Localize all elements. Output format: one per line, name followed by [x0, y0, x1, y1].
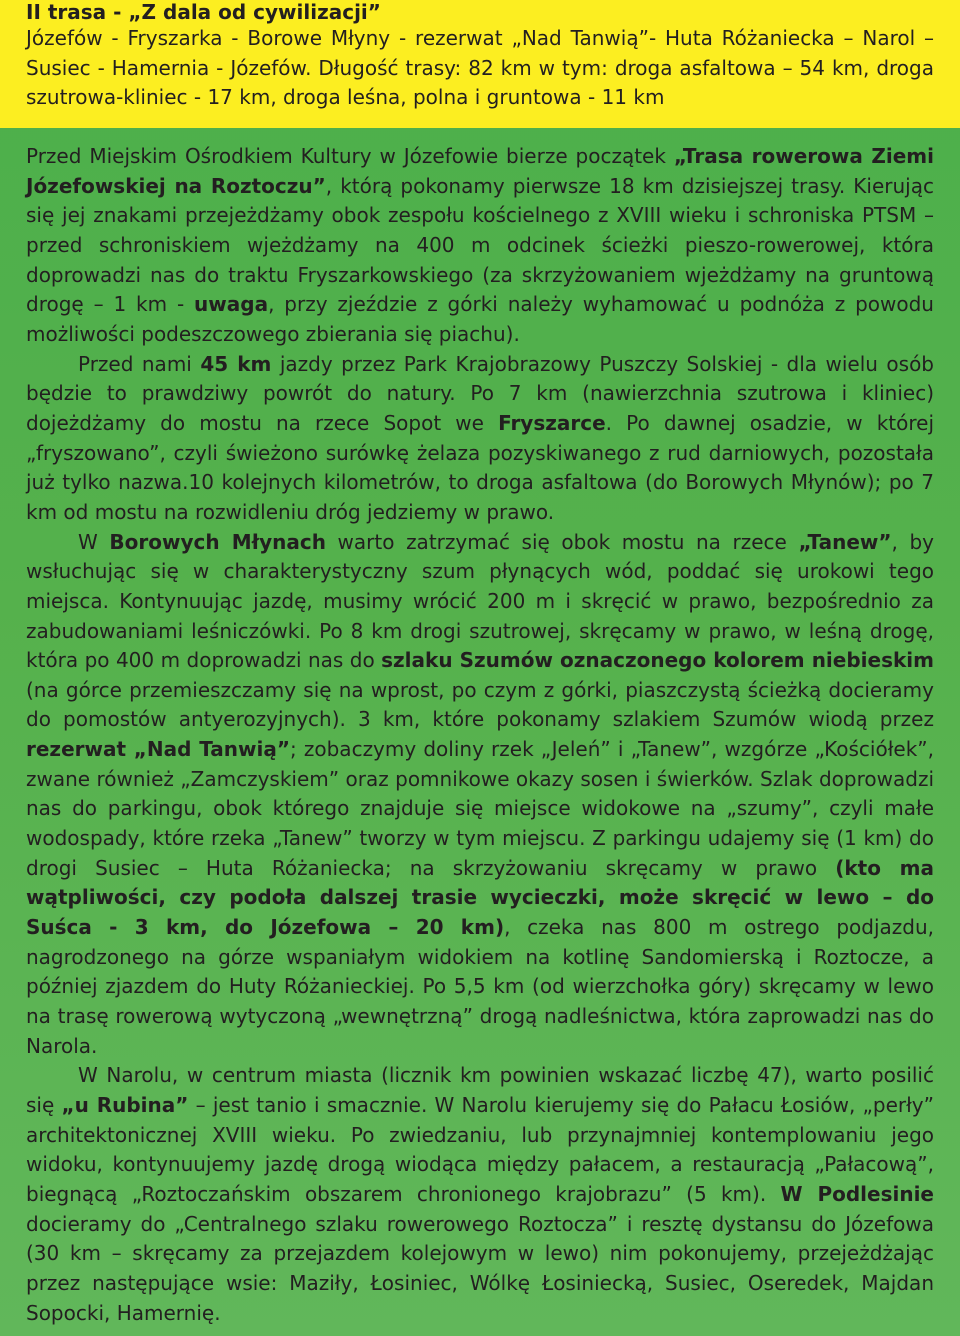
- paragraph-4: [26, 1061, 934, 1328]
- p4-text-e: docieramy do „Centralnego szlaku rowerowego Roztocza” i resztę dystansu do Józefowa (30 km – skręcamy za przejazdem kolejowym w lewo) nim pokonujemy, przejeżdżając przez następujące wsie: Maziły, Łosiniec, Wólkę Łosiniecką, Susiec, Oseredek, Majdan Sopocki, Hamernię.: [26, 1211, 934, 1325]
- p1-text-a: Przed Miejskim Ośrodkiem Kultury w Józefowie bierze początek: [26, 144, 674, 168]
- route-title: II trasa - „Z dala od cywilizacji”: [26, 0, 381, 24]
- paragraph-1: [26, 142, 934, 350]
- route-description: Józefów - Fryszarka - Borowe Młyny - rezerwat „Nad Tanwią”- Huta Różaniecka – Narol – Susiec - Hamernia - Józefów. Długość trasy: 82 km w tym: droga asfaltowa – 54 km, droga szutrowa-kliniec - 17 km, droga leśna, polna i gruntowa - 11 km: [26, 26, 934, 110]
- route-header: [0, 0, 960, 128]
- p4-text-a: W Narolu, w centrum miasta (licznik km powinien wskazać liczbę 47), warto posilić się: [26, 1063, 934, 1117]
- p3-trail-szumow: szlaku Szumów oznaczonego kolorem niebieskim: [381, 648, 934, 673]
- p2-place-fryszarka: Fryszarce: [498, 410, 606, 435]
- p3-text-g: (na górce przemieszczamy się na wprost, po czym z górki, piaszczystą ścieżką docieramy do pomostów antyerozyjnych). 3 km, które pokonamy szlakiem Szumów wiodą przez: [26, 677, 934, 732]
- p3-text-e: , by wsłuchując się w charakterystyczny szum płynących wód, poddać się urokowi tego miejsca. Kontynuując jazdę, musimy wrócić 200 m i skręcić w prawo, bezpośrednio za zabudowaniami leśniczówki. Po 8 km drogi szutrowej, skręcamy w prawo, w leśną drogę, która po 400 m doprowadzi nas do: [26, 529, 935, 673]
- p1-warning: uwaga: [194, 292, 269, 317]
- p3-text-c: warto zatrzymać się obok mostu na rzece: [325, 529, 799, 554]
- p3-reserve: rezerwat „Nad Tanwią”: [26, 737, 290, 762]
- p2-text-e: . Po dawnej osadzie, w której „fryszowano”, czyli świeżono surówkę żelaza pozyskiwanego z rud darniowych, pozostała już tylko nazwa.10 kolejnych kilometrów, to droga asfaltowa (do Borowych Młynów); po 7 km od mostu na rozwidleniu dróg jedziemy w prawo.: [26, 410, 935, 524]
- p3-text-k: , czeka nas 800 m ostrego podjazdu, nagrodzonego na górze wspaniałym widokiem na kotlinę Sandomierską i Roztocze, a później zjazdem do Huty Różanieckiej. Po 5,5 km (od wierzchołka góry) skręcamy w lewo na trasę rowerową wytyczoną „wewnętrzną” drogą nadleśnictwa, która zaprowadzi nas do Narola.: [26, 915, 934, 1058]
- p1-trail-name: „Trasa rowerowa Ziemi Józefowskiej na Roztoczu”: [26, 144, 934, 198]
- p3-text-a: W: [78, 529, 110, 554]
- p2-text-c: jazdy przez Park Krajobrazowy Puszczy Solskiej - dla wielu osób będzie to prawdziwy powrót do natury. Po 7 km (nawierzchnia szutrowa i kliniec) dojeżdżamy do mostu na rzece Sopot we: [26, 351, 934, 435]
- p4-restaurant: „u Rubina”: [61, 1093, 189, 1117]
- paragraph-2: [26, 350, 934, 528]
- p2-distance: 45 km: [200, 351, 272, 376]
- p3-text-i: ; zobaczymy doliny rzek „Jeleń” i „Tanew”, wzgórze „Kościółek”, zwane również „Zamczyskiem” oraz pomnikowe okazy sosen i świerków. Szlak doprowadzi nas do parkingu, obok którego znajduje się miejsce widokowe na „szumy”, czyli małe wodospady, które rzeka „Tanew” tworzy w tym miejscu. Z parkingu udajemy się (1 km) do drogi Susiec – Huta Różaniecka; na skrzyżowaniu skręcamy w prawo: [26, 737, 935, 880]
- p1-text-e: , przy zjeździe z górki należy wyhamować u podnóża z powodu możliwości podeszczowego zbierania się piachu).: [26, 292, 934, 346]
- p3-place-borowe-mlyny: Borowych Młynach: [109, 529, 326, 554]
- route-body: [0, 128, 960, 1328]
- paragraph-3: [26, 528, 934, 1062]
- p3-shortcut-note: (kto ma wątpliwości, czy podoła dalszej trasie wycieczki, może skręcić w lewo – do Suśca - 3 km, do Józefowa – 20 km): [26, 855, 935, 940]
- p2-text-a: Przed nami: [78, 351, 201, 376]
- p4-text-c: – jest tanio i smacznie. W Narolu kierujemy się do Pałacu Łosiów, „perły” architektonicznej XVIII wieku. Po zwiedzaniu, lub przynajmniej kontemplowaniu jego widoku, kontynuujemy jazdę drogą wiodąca między pałacem, a restauracją „Pałacową”, biegnącą „Roztoczańskim obszarem chronionego krajobrazu” (5 km).: [26, 1093, 934, 1206]
- p3-river-tanew: „Tanew”: [798, 529, 892, 554]
- p4-place-podlesina: W Podlesinie: [780, 1181, 934, 1206]
- p1-text-c: , którą pokonamy pierwsze 18 km dzisiejszej trasy. Kierując się jej znakami przejeżdżamy obok zespołu kościelnego z XVIII wieku i schroniska PTSM – przed schroniskiem wjeżdżamy na 400 m odcinek ścieżki pieszo-rowerowej, która doprowadzi nas do traktu Fryszarkowskiego (za skrzyżowaniem wjeżdżamy na gruntową drogę – 1 km -: [26, 173, 934, 317]
